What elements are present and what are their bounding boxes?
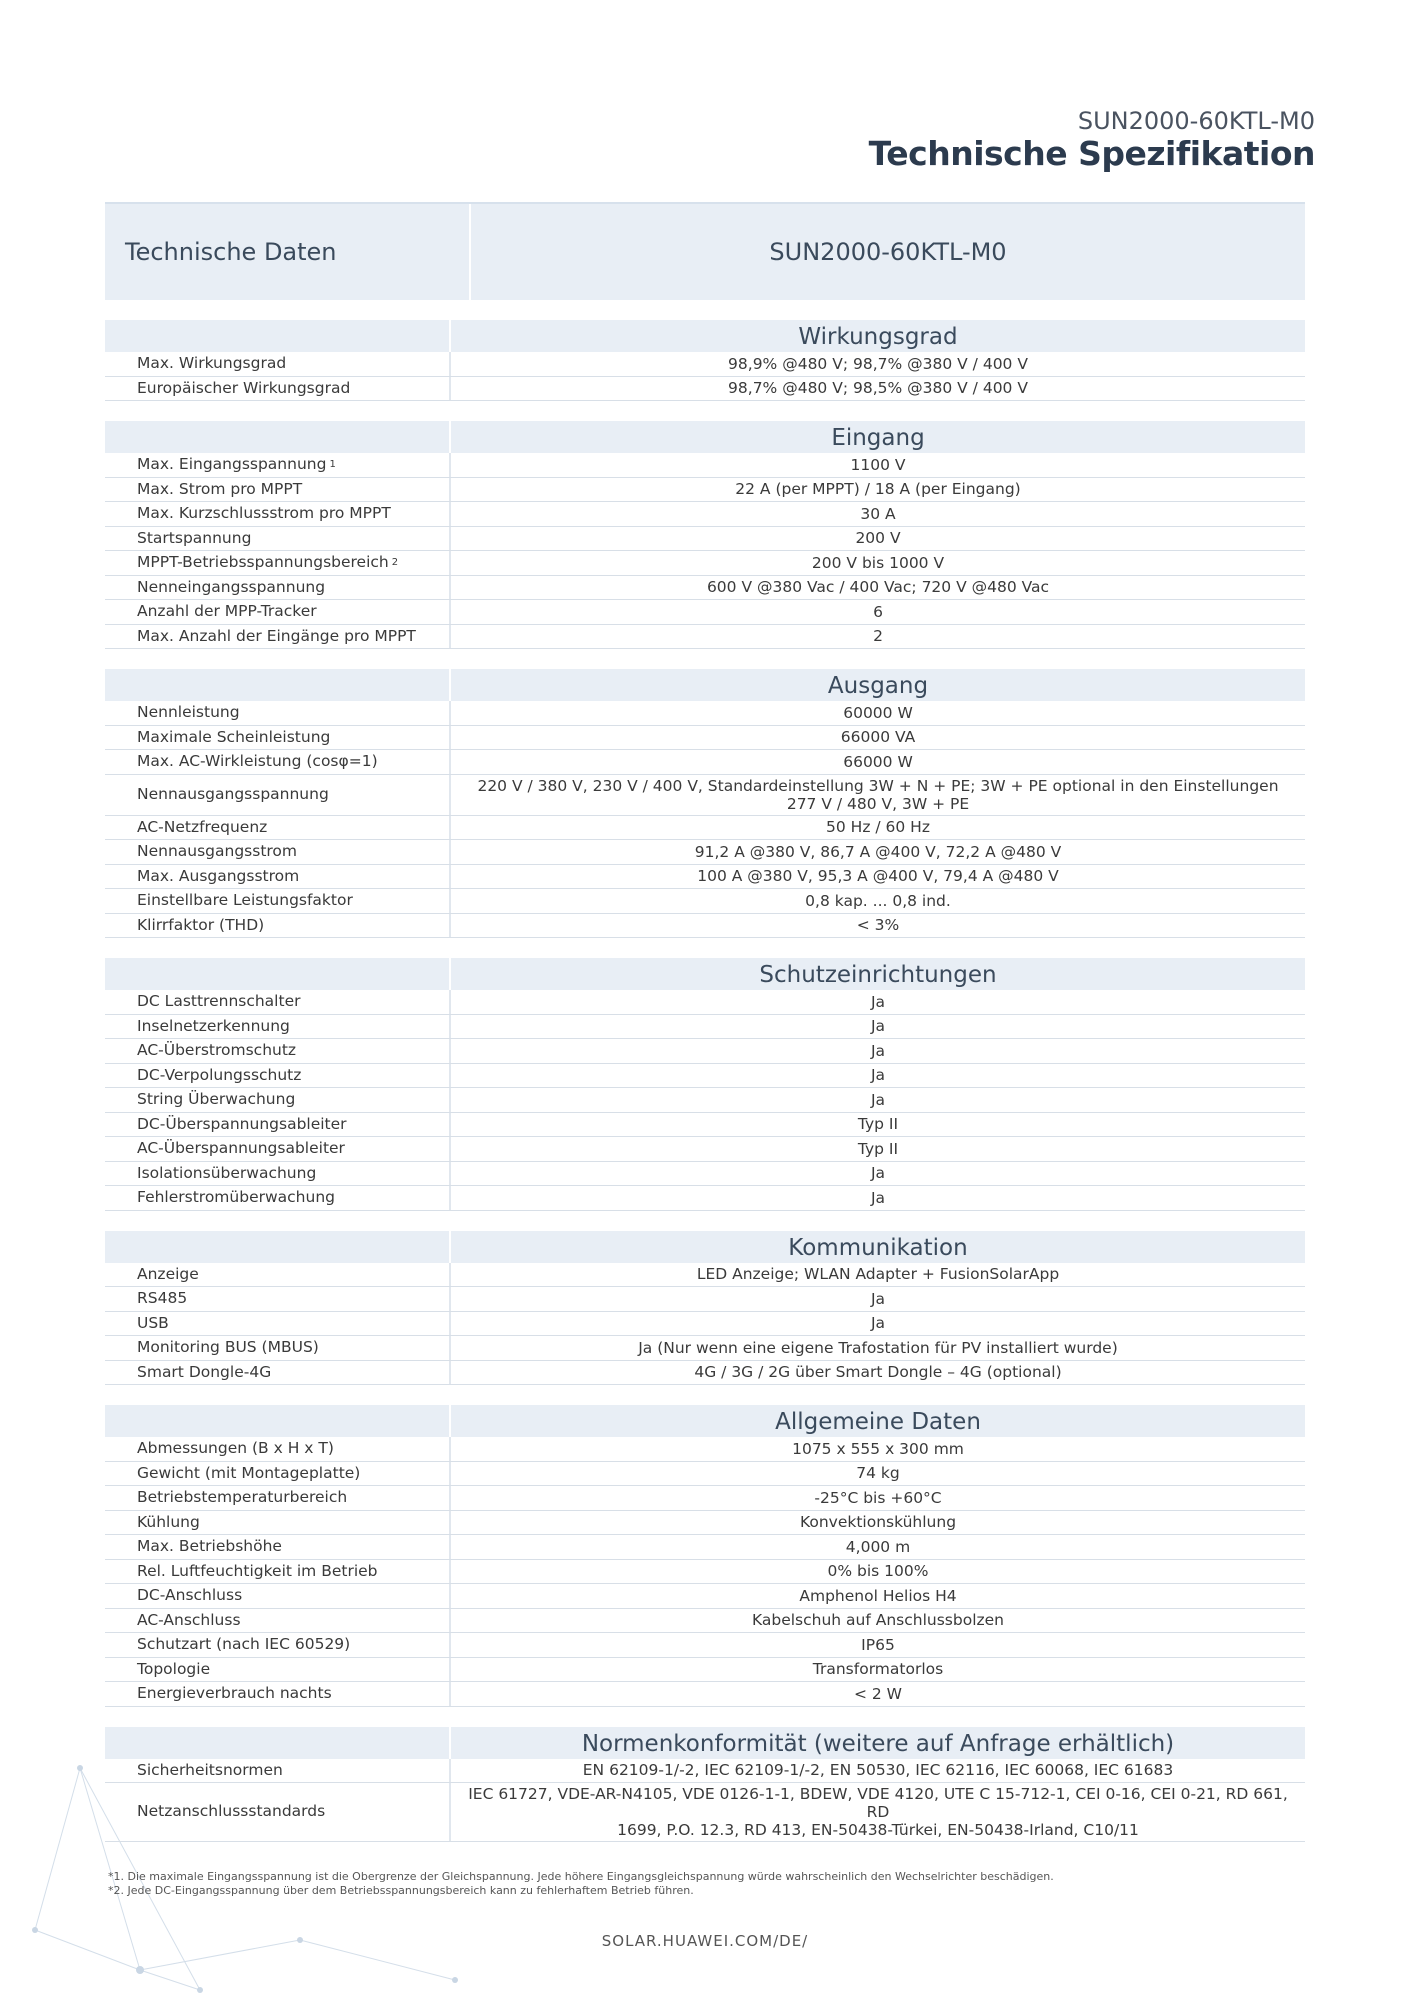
spec-value-text: Kabelschuh auf Anschlussbolzen xyxy=(751,1611,1005,1630)
spec-row xyxy=(105,502,1305,527)
spec-row xyxy=(105,1039,1305,1064)
spec-label xyxy=(105,1783,451,1841)
spec-value-text-line2: 277 V / 480 V, 3W + PE xyxy=(786,794,970,813)
spec-value-text: 98,9% @480 V; 98,7% @380 V / 400 V xyxy=(728,354,1028,373)
spec-value-text: 74 kg xyxy=(856,1464,900,1483)
spec-row xyxy=(105,1682,1305,1707)
spec-label xyxy=(105,1511,451,1535)
spec-label xyxy=(105,1759,451,1783)
spec-value xyxy=(451,840,1305,864)
spec-label xyxy=(105,889,451,913)
spec-row xyxy=(105,750,1305,775)
spec-value xyxy=(451,1633,1305,1657)
spec-label-text: Netzanschlussstandards xyxy=(137,1802,326,1821)
section xyxy=(105,958,1305,1211)
spec-value xyxy=(451,865,1305,889)
spec-row xyxy=(105,990,1305,1015)
spec-value-text: 4G / 3G / 2G über Smart Dongle – 4G (optional) xyxy=(694,1363,1062,1382)
spec-value-text: Ja xyxy=(870,1066,886,1085)
section-title: Eingang xyxy=(831,425,925,451)
section-header xyxy=(105,958,1305,990)
spec-value-text: 66000 VA xyxy=(840,728,916,747)
spec-label xyxy=(105,726,451,750)
section-title: Allgemeine Daten xyxy=(775,1409,981,1435)
spec-value xyxy=(451,1584,1305,1608)
spec-value-text: 4,000 m xyxy=(845,1537,911,1556)
spec-label xyxy=(105,1336,451,1360)
section-header-spacer xyxy=(105,1405,451,1437)
spec-row xyxy=(105,377,1305,402)
spec-label xyxy=(105,551,451,575)
spec-row xyxy=(105,1186,1305,1211)
spec-label xyxy=(105,865,451,889)
section-header-spacer xyxy=(105,1231,451,1263)
spec-value-text: 0,8 kap. ... 0,8 ind. xyxy=(805,891,951,910)
section xyxy=(105,421,1305,649)
header-label: Technische Daten xyxy=(105,204,471,300)
spec-label xyxy=(105,625,451,649)
spec-value xyxy=(451,889,1305,913)
section-header-spacer xyxy=(105,1727,451,1759)
spec-value-text: Ja xyxy=(870,1188,886,1207)
spec-row xyxy=(105,1088,1305,1113)
page-header xyxy=(869,108,1315,174)
spec-value-text: < 2 W xyxy=(853,1684,903,1703)
spec-label-text: Anzeige xyxy=(137,1264,199,1283)
spec-value-text: 91,2 A @380 V, 86,7 A @400 V, 72,2 A @480 V xyxy=(694,842,1062,861)
spec-label-text: Inselnetzerkennung xyxy=(137,1016,290,1035)
spec-value-text: EN 62109-1/-2, IEC 62109-1/-2, EN 50530, IEC 62116, IEC 60068, IEC 61683 xyxy=(582,1761,1174,1780)
spec-value-text: 66000 W xyxy=(843,752,913,771)
spec-value-text: Ja xyxy=(870,1164,886,1183)
spec-value xyxy=(451,1462,1305,1486)
spec-label xyxy=(105,914,451,938)
spec-value-text: 100 A @380 V, 95,3 A @400 V, 79,4 A @480 V xyxy=(697,867,1059,886)
spec-row xyxy=(105,1783,1305,1842)
spec-label xyxy=(105,750,451,774)
spec-label xyxy=(105,1361,451,1385)
spec-value-text: Ja xyxy=(870,1017,886,1036)
spec-label-text: Monitoring BUS (MBUS) xyxy=(137,1338,319,1356)
spec-value xyxy=(451,990,1305,1014)
spec-value-text: 220 V / 380 V, 230 V / 400 V, Standardeinstellung 3W + N + PE; 3W + PE optional in den Einstellungen xyxy=(477,776,1279,795)
spec-value xyxy=(451,600,1305,624)
spec-label xyxy=(105,1186,451,1210)
spec-label-text: Max. Kurzschlussstrom pro MPPT xyxy=(137,504,391,522)
spec-label xyxy=(105,990,451,1014)
spec-label xyxy=(105,600,451,624)
spec-label-text: Maximale Scheinleistung xyxy=(137,727,331,746)
spec-label-text: Nenneingangsspannung xyxy=(137,577,326,596)
spec-row xyxy=(105,527,1305,552)
spec-value xyxy=(451,1783,1305,1841)
spec-label xyxy=(105,1658,451,1682)
spec-value-text: 30 A xyxy=(860,504,896,523)
spec-row xyxy=(105,816,1305,841)
section-title: Normenkonformität (weitere auf Anfrage erhältlich) xyxy=(581,1730,1175,1757)
spec-row xyxy=(105,1064,1305,1089)
spec-value xyxy=(451,1682,1305,1706)
spec-table-header xyxy=(105,202,1305,300)
spec-value-text: < 3% xyxy=(856,916,900,935)
spec-value xyxy=(451,726,1305,750)
spec-row xyxy=(105,701,1305,726)
spec-value xyxy=(451,1511,1305,1535)
spec-value-text: IP65 xyxy=(861,1635,895,1654)
spec-label-text: Europäischer Wirkungsgrad xyxy=(137,378,351,397)
spec-row xyxy=(105,600,1305,625)
spec-value xyxy=(451,1039,1305,1063)
spec-value-text: Amphenol Helios H4 xyxy=(799,1586,957,1605)
section xyxy=(105,1405,1305,1707)
spec-row xyxy=(105,1162,1305,1187)
spec-label-text: Kühlung xyxy=(137,1512,200,1531)
spec-label xyxy=(105,1088,451,1112)
spec-label-text: DC-Anschluss xyxy=(137,1586,243,1604)
spec-row xyxy=(105,1263,1305,1288)
section-header xyxy=(105,669,1305,701)
spec-value-text: 60000 W xyxy=(843,703,913,722)
spec-label xyxy=(105,527,451,551)
spec-value-text: Typ II xyxy=(857,1115,899,1134)
spec-value-text: 200 V xyxy=(855,529,901,548)
spec-row xyxy=(105,1609,1305,1634)
spec-value xyxy=(451,576,1305,600)
spec-value xyxy=(451,1312,1305,1336)
spec-value xyxy=(451,1437,1305,1461)
spec-row xyxy=(105,1486,1305,1511)
spec-label xyxy=(105,1015,451,1039)
page-title: Technische Spezifikation xyxy=(868,134,1315,174)
spec-label xyxy=(105,1584,451,1608)
spec-row xyxy=(105,1560,1305,1585)
spec-row xyxy=(105,1113,1305,1138)
spec-label xyxy=(105,1137,451,1161)
spec-row xyxy=(105,1535,1305,1560)
spec-label-text: USB xyxy=(137,1313,169,1332)
footnote-1: *1. Die maximale Eingangsspannung ist die Obergrenze der Gleichspannung. Jede höhere Eingangsgleichspannung würde wahrscheinlich den Wechselrichter beschädigen. xyxy=(108,1870,1054,1883)
spec-row xyxy=(105,1287,1305,1312)
spec-value-text: Transformatorlos xyxy=(812,1660,944,1679)
spec-label-text: Startspannung xyxy=(137,528,252,547)
spec-label xyxy=(105,701,451,725)
spec-value-text: Ja xyxy=(870,1314,886,1333)
spec-label-text: Nennausgangsstrom xyxy=(137,842,298,860)
spec-row xyxy=(105,1437,1305,1462)
spec-value xyxy=(451,816,1305,840)
spec-row xyxy=(105,865,1305,890)
spec-label xyxy=(105,377,451,401)
section-header-spacer xyxy=(105,421,451,453)
spec-label xyxy=(105,1287,451,1311)
section-header-spacer xyxy=(105,669,451,701)
spec-value-text: Typ II xyxy=(857,1139,899,1158)
section xyxy=(105,1727,1305,1843)
spec-value xyxy=(451,527,1305,551)
spec-value xyxy=(451,1088,1305,1112)
spec-value-text: 0% bis 100% xyxy=(827,1562,929,1581)
spec-label-text: Fehlerstromüberwachung xyxy=(137,1188,335,1206)
spec-label-text: Smart Dongle-4G xyxy=(137,1362,272,1381)
spec-label-text: Energieverbrauch nachts xyxy=(137,1684,332,1702)
spec-label xyxy=(105,1462,451,1486)
spec-row xyxy=(105,1584,1305,1609)
spec-value xyxy=(451,352,1305,376)
spec-label xyxy=(105,1633,451,1657)
spec-value-text: Ja xyxy=(870,992,886,1011)
section xyxy=(105,1231,1305,1386)
header-model: SUN2000-60KTL-M0 xyxy=(1077,107,1315,135)
spec-row xyxy=(105,1462,1305,1487)
spec-row xyxy=(105,1336,1305,1361)
spec-label xyxy=(105,1560,451,1584)
spec-label-text: Max. Eingangsspannung xyxy=(137,455,327,473)
spec-row xyxy=(105,1633,1305,1658)
spec-label-text: Max. AC-Wirkleistung (cosφ=1) xyxy=(137,752,378,770)
spec-value-text-line2: 1699, P.O. 12.3, RD 413, EN-50438-Türkei, EN-50438-Irland, C10/11 xyxy=(617,1821,1139,1839)
spec-value xyxy=(451,377,1305,401)
spec-label xyxy=(105,1039,451,1063)
spec-value xyxy=(451,502,1305,526)
spec-value xyxy=(451,1137,1305,1161)
section-header xyxy=(105,1405,1305,1437)
spec-sections xyxy=(105,320,1305,1842)
spec-value xyxy=(451,775,1305,815)
spec-row xyxy=(105,1015,1305,1040)
section-header xyxy=(105,320,1305,352)
spec-label xyxy=(105,1486,451,1510)
spec-label xyxy=(105,1437,451,1461)
spec-label-text: Anzahl der MPP-Tracker xyxy=(137,602,317,620)
spec-value xyxy=(451,1263,1305,1287)
section-header xyxy=(105,421,1305,453)
footnote-ref: 2 xyxy=(391,557,399,568)
spec-row xyxy=(105,478,1305,503)
spec-row xyxy=(105,453,1305,478)
spec-label xyxy=(105,840,451,864)
spec-label xyxy=(105,1535,451,1559)
section-header xyxy=(105,1727,1305,1759)
section-header-spacer xyxy=(105,320,451,352)
spec-label-text: Gewicht (mit Montageplatte) xyxy=(137,1463,361,1482)
spec-label xyxy=(105,816,451,840)
footnote-ref: 1 xyxy=(329,459,336,470)
spec-row xyxy=(105,1361,1305,1386)
spec-value-text: 600 V @380 Vac / 400 Vac; 720 V @480 Vac xyxy=(706,578,1050,597)
spec-label-text: Klirrfaktor (THD) xyxy=(137,915,265,934)
spec-row xyxy=(105,551,1305,576)
section-header xyxy=(105,1231,1305,1263)
spec-label xyxy=(105,1113,451,1137)
spec-label xyxy=(105,1682,451,1706)
section-title: Ausgang xyxy=(827,673,929,699)
spec-label-text: Max. Ausgangsstrom xyxy=(137,866,300,885)
section-title: Schutzeinrichtungen xyxy=(759,962,997,988)
spec-value xyxy=(451,914,1305,938)
header-model-name: SUN2000-60KTL-M0 xyxy=(769,238,1007,266)
section xyxy=(105,669,1305,938)
spec-value xyxy=(451,1162,1305,1186)
spec-value xyxy=(451,1560,1305,1584)
spec-label-text: Einstellbare Leistungsfaktor xyxy=(137,891,353,909)
spec-label-text: Nennleistung xyxy=(137,703,240,721)
spec-value-text: 22 A (per MPPT) / 18 A (per Eingang) xyxy=(735,480,1021,499)
spec-label-text: Nennausgangsspannung xyxy=(137,784,329,803)
section-title: Wirkungsgrad xyxy=(798,324,958,350)
spec-value-text: 1075 x 555 x 300 mm xyxy=(792,1439,964,1458)
spec-value xyxy=(451,1535,1305,1559)
spec-value-text: LED Anzeige; WLAN Adapter + FusionSolarApp xyxy=(696,1265,1060,1284)
spec-value xyxy=(451,1658,1305,1682)
spec-label-text: AC-Überspannungsableiter xyxy=(137,1139,345,1157)
footer-url: SOLAR.HUAWEI.COM/DE/ xyxy=(601,1932,809,1950)
spec-label-text: DC-Verpolungsschutz xyxy=(137,1065,302,1084)
spec-row xyxy=(105,775,1305,816)
spec-value-text: 1100 V xyxy=(850,455,906,474)
footnote-2: *2. Jede DC-Eingangsspannung über dem Betriebsspannungsbereich kann zu fehlerhaftem Betrieb führen. xyxy=(108,1884,694,1897)
spec-label xyxy=(105,1609,451,1633)
spec-value xyxy=(451,1759,1305,1783)
spec-label xyxy=(105,478,451,502)
spec-label-text: Topologie xyxy=(137,1659,211,1678)
spec-value xyxy=(451,1336,1305,1360)
spec-label-text: Isolationsüberwachung xyxy=(137,1163,317,1182)
spec-value xyxy=(451,1064,1305,1088)
spec-label-text: DC-Überspannungsableiter xyxy=(137,1114,347,1133)
spec-value-text: IEC 61727, VDE-AR-N4105, VDE 0126-1-1, BDEW, VDE 4120, UTE C 15-712-1, CEI 0-16, CEI 0-21, RD 661, RD xyxy=(468,1785,1288,1821)
spec-value-text: Ja xyxy=(870,1090,886,1109)
spec-label-text: AC-Anschluss xyxy=(137,1610,241,1629)
spec-value xyxy=(451,1113,1305,1137)
spec-value-text: 50 Hz / 60 Hz xyxy=(826,818,930,837)
spec-value-text: 6 xyxy=(873,602,883,621)
footnotes xyxy=(108,1870,1054,1898)
spec-value-text: Ja (Nur wenn eine eigene Trafostation für PV installiert wurde) xyxy=(638,1338,1118,1357)
spec-value xyxy=(451,478,1305,502)
spec-row xyxy=(105,889,1305,914)
spec-label xyxy=(105,1263,451,1287)
spec-label-text: RS485 xyxy=(137,1289,188,1307)
spec-row xyxy=(105,726,1305,751)
spec-value xyxy=(451,1287,1305,1311)
section-title: Kommunikation xyxy=(788,1234,968,1261)
spec-value xyxy=(451,1361,1305,1385)
spec-value xyxy=(451,551,1305,575)
spec-value-text: 200 V bis 1000 V xyxy=(811,553,945,572)
spec-label-text: MPPT-Betriebsspannungsbereich xyxy=(137,553,389,571)
spec-row xyxy=(105,1137,1305,1162)
spec-label-text: Schutzart (nach IEC 60529) xyxy=(137,1635,351,1653)
section xyxy=(105,320,1305,401)
spec-label xyxy=(105,576,451,600)
spec-value-text: 2 xyxy=(873,627,883,646)
spec-table xyxy=(105,202,1305,1842)
spec-label-text: Max. Betriebshöhe xyxy=(137,1537,282,1555)
spec-label-text: AC-Netzfrequenz xyxy=(137,817,268,836)
spec-value xyxy=(451,1486,1305,1510)
spec-value-text: Konvektionskühlung xyxy=(799,1513,957,1532)
spec-label xyxy=(105,1312,451,1336)
spec-label xyxy=(105,352,451,376)
spec-value xyxy=(451,453,1305,477)
spec-label xyxy=(105,775,451,815)
spec-label-text: DC Lasttrennschalter xyxy=(137,992,301,1010)
spec-label xyxy=(105,453,451,477)
spec-label-text: Rel. Luftfeuchtigkeit im Betrieb xyxy=(137,1561,378,1580)
spec-value xyxy=(451,1186,1305,1210)
spec-value xyxy=(451,625,1305,649)
spec-value xyxy=(451,750,1305,774)
spec-row xyxy=(105,576,1305,601)
spec-row xyxy=(105,840,1305,865)
spec-row xyxy=(105,625,1305,650)
spec-value-text: 98,7% @480 V; 98,5% @380 V / 400 V xyxy=(728,379,1028,398)
spec-label xyxy=(105,1162,451,1186)
spec-label-text: Max. Strom pro MPPT xyxy=(137,479,303,498)
spec-row xyxy=(105,352,1305,377)
spec-label-text: Max. Wirkungsgrad xyxy=(137,354,287,372)
spec-label-text: String Überwachung xyxy=(137,1090,296,1108)
spec-row xyxy=(105,1312,1305,1337)
spec-value xyxy=(451,1015,1305,1039)
section-header-spacer xyxy=(105,958,451,990)
spec-label-text: Betriebstemperaturbereich xyxy=(137,1488,348,1506)
spec-row xyxy=(105,914,1305,939)
spec-row xyxy=(105,1511,1305,1536)
spec-row xyxy=(105,1759,1305,1784)
spec-label-text: Sicherheitsnormen xyxy=(137,1760,283,1779)
spec-label-text: Max. Anzahl der Eingänge pro MPPT xyxy=(137,626,416,645)
spec-value-text: Ja xyxy=(870,1289,886,1308)
spec-value-text: -25°C bis +60°C xyxy=(814,1488,942,1507)
spec-row xyxy=(105,1658,1305,1683)
spec-label-text: AC-Überstromschutz xyxy=(137,1041,297,1059)
spec-label-text: Abmessungen (B x H x T) xyxy=(137,1439,334,1457)
spec-value-text: Ja xyxy=(870,1041,886,1060)
spec-label xyxy=(105,502,451,526)
spec-value xyxy=(451,701,1305,725)
spec-value xyxy=(451,1609,1305,1633)
spec-label xyxy=(105,1064,451,1088)
